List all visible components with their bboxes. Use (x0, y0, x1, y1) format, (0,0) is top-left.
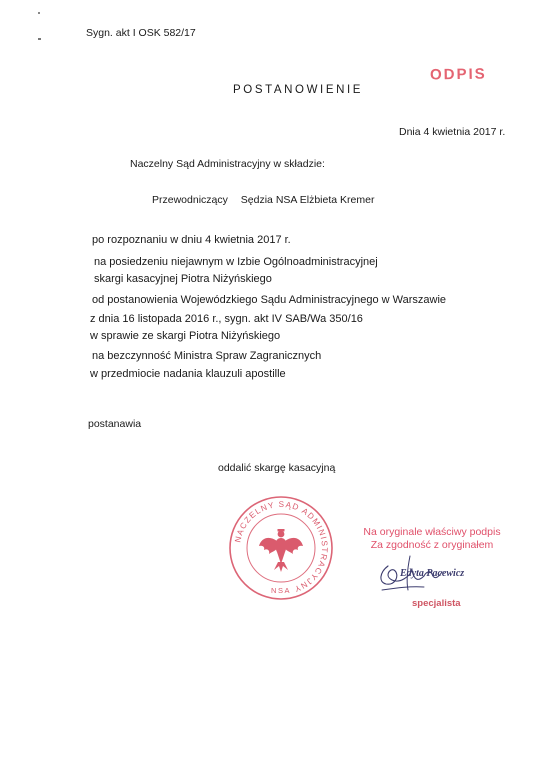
case-number: Sygn. akt I OSK 582/17 (86, 27, 196, 39)
body-line: po rozpoznaniu w dniu 4 kwietnia 2017 r. (92, 234, 291, 246)
copy-stamp: ODPIS (429, 65, 487, 84)
body-line: w sprawie ze skargi Piotra Niżyńskiego (90, 330, 281, 342)
eagle-emblem-icon (259, 529, 303, 572)
ruling-text: oddalić skargę kasacyjną (218, 462, 336, 474)
signer-position: specjalista (412, 598, 461, 609)
body-line: na posiedzeniu niejawnym w Izbie Ogólnoadministracyjnej (94, 256, 378, 268)
body-line: skargi kasacyjnej Piotra Niżyńskiego (94, 273, 272, 285)
court-seal-stamp (227, 494, 335, 602)
document-date: Dnia 4 kwietnia 2017 r. (399, 126, 506, 138)
body-line: od postanowienia Wojewódzkiego Sądu Administracyjnego w Warszawie (92, 294, 447, 306)
presiding-judge-line (152, 194, 374, 206)
scan-speck (38, 38, 41, 40)
svg-text:NACZELNY SĄD ADMINISTRACYJNY: NACZELNY SĄD ADMINISTRACYJNY (233, 499, 330, 594)
scan-speck (38, 12, 40, 14)
body-line: w przedmiocie nadania klauzuli apostille (90, 368, 286, 380)
body-line: na bezczynność Ministra Spraw Zagranicznych (92, 350, 322, 362)
presiding-role: Przewodniczący (152, 194, 228, 206)
body-line: z dnia 16 listopada 2016 r., sygn. akt IV SAB/Wa 350/16 (90, 313, 363, 325)
court-composition: Naczelny Sąd Administracyjny w składzie: (130, 158, 325, 170)
decides-word: postanawia (88, 418, 142, 430)
document-title: POSTANOWIENIE (233, 84, 364, 96)
svg-text:NSA: NSA (271, 586, 291, 595)
signer-name: Edyta Pacewicz (400, 568, 465, 579)
presiding-judge-name: Sędzia NSA Elżbieta Kremer (240, 194, 375, 206)
certification-line-original: Na oryginale właściwy podpis (363, 526, 501, 538)
certification-line-conformity: Za zgodność z oryginałem (370, 539, 494, 551)
